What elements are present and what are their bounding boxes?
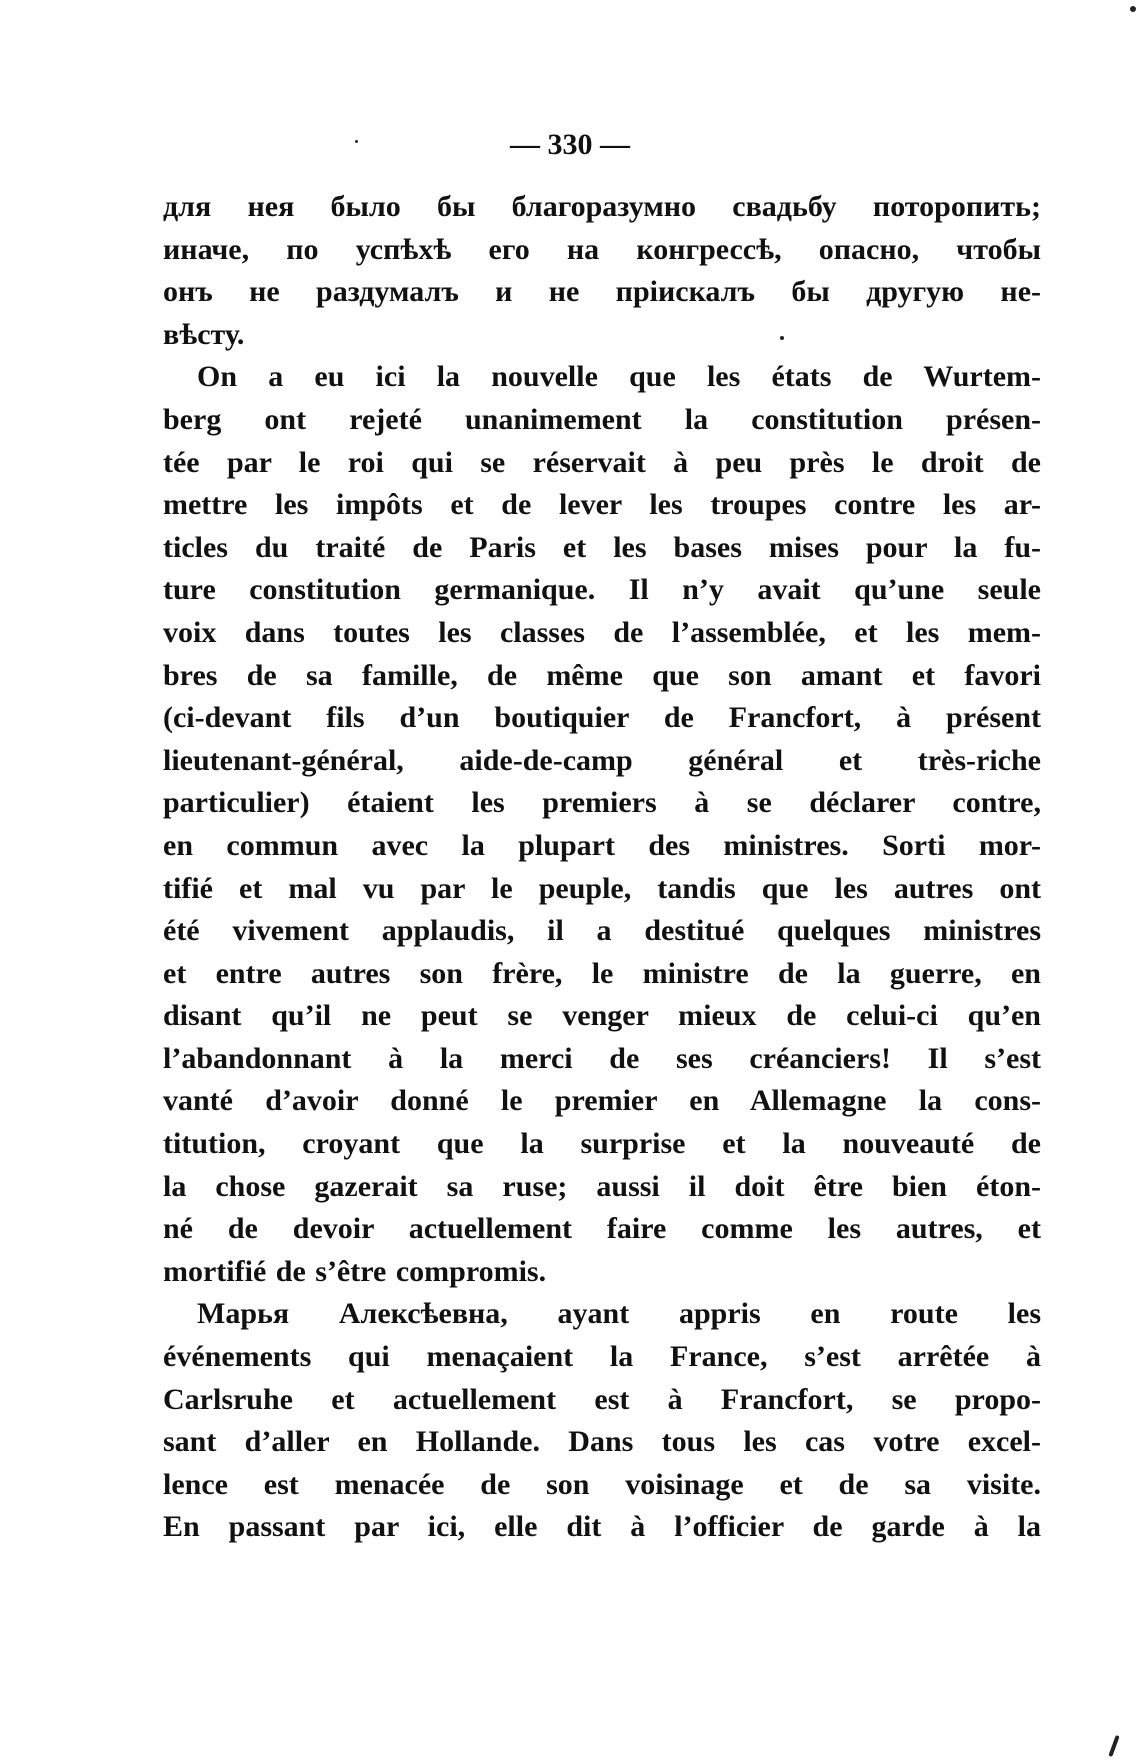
text-line: lence est menacée de son voisinage et de sa visite. [163, 1467, 1041, 1501]
scan-speck [355, 140, 358, 143]
text-line: berg ont rejeté unanimement la constitution présen- [163, 402, 1041, 436]
scan-speck [1108, 1735, 1119, 1757]
text-line: Марья Алексѣевна, ayant appris en route les [197, 1297, 1041, 1331]
text-line: (ci-devant fils d’un boutiquier de Francfort, à présent [163, 701, 1041, 735]
text-line: disant qu’il ne peut se venger mieux de celui-ci qu’en [163, 999, 1041, 1033]
text-line: вѣсту. [163, 317, 245, 351]
text-line: la chose gazerait sa ruse; aussi il doit être bien éton- [163, 1169, 1041, 1203]
text-line: lieutenant-général, aide-de-camp général et très-riche [163, 743, 1041, 777]
text-line: événements qui menaçaient la France, s’est arrêtée à [163, 1340, 1041, 1374]
text-line: voix dans toutes les classes de l’assemblée, et les mem- [163, 615, 1041, 649]
text-line: онъ не раздумалъ и не прiискалъ бы другую не- [163, 275, 1041, 309]
text-line: et entre autres son frère, le ministre de la guerre, en [163, 956, 1041, 990]
text-line: mortifié de s’être compromis. [163, 1254, 547, 1288]
scan-speck [780, 336, 784, 340]
text-line: tée par le roi qui se réservait à peu près le droit de [163, 445, 1041, 479]
text-line: Carlsruhe et actuellement est à Francfort, se propo- [163, 1382, 1041, 1416]
text-line: On a eu ici la nouvelle que les états de Wurtem- [197, 360, 1041, 394]
text-line: для нея было бы благоразумно свадьбу поторопить; [163, 190, 1041, 223]
page-number: — 330 — [510, 128, 630, 161]
text-line: sant d’aller en Hollande. Dans tous les cas votre excel- [163, 1425, 1041, 1459]
text-line: l’abandonnant à la merci de ses créanciers! Il s’est [163, 1041, 1041, 1075]
text-line: en commun avec la plupart des ministres. Sorti mor- [163, 828, 1041, 862]
text-line: ticles du traité de Paris et les bases mises pour la fu- [163, 530, 1041, 564]
text-line: En passant par ici, elle dit à l’officier de garde à la [163, 1510, 1041, 1544]
text-line: иначе, по успѣхѣ его на конгрессѣ, опасно, чтобы [163, 232, 1041, 266]
page-body [163, 186, 1041, 1549]
text-line: particulier) étaient les premiers à se déclarer contre, [163, 786, 1041, 820]
scan-speck [1130, 6, 1136, 12]
text-line: tifié et mal vu par le peuple, tandis que les autres ont [163, 871, 1041, 905]
text-line: ture constitution germanique. Il n’y avait qu’une seule [163, 573, 1041, 607]
text-line: né de devoir actuellement faire comme les autres, et [163, 1212, 1041, 1246]
text-line: titution, croyant que la surprise et la nouveauté de [163, 1127, 1041, 1161]
text-line: mettre les impôts et de lever les troupes contre les ar- [163, 488, 1041, 522]
text-line: bres de sa famille, de même que son amant et favori [163, 658, 1041, 692]
text-line: été vivement applaudis, il a destitué quelques ministres [163, 914, 1041, 948]
text-line: vanté d’avoir donné le premier en Allemagne la cons- [163, 1084, 1041, 1118]
